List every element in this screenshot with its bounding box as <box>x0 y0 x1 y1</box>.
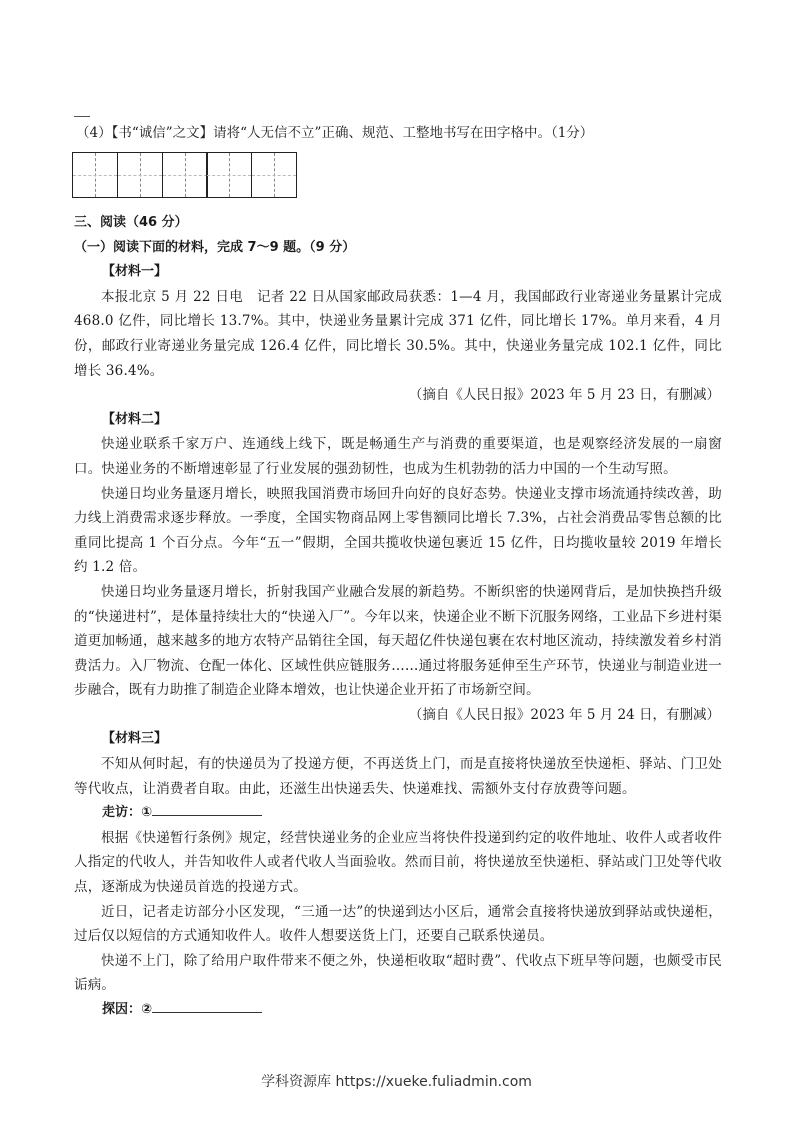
answer-blank-2[interactable] <box>152 998 262 1013</box>
material3-paragraph: 快递不上门，除了给用户取件带来不便之外，快递柜收取“超时费”、代收点下班早等问题，也颇受市民诟病。 <box>74 952 722 994</box>
material2-heading: 【材料二】 <box>102 411 168 427</box>
part-title: （一）阅读下面的材料，完成 7～9 题。（9 分） <box>74 239 356 255</box>
section-title: 三、阅读（46 分） <box>74 215 188 230</box>
material2-source: （摘自《人民日报》2023 年 5 月 24 日，有删减） <box>408 706 720 723</box>
material1-paragraph: 本报北京 5 月 22 日电 记者 22 日从国家邮政局获悉：1—4 月，我国邮政行业寄递业务量累计完成 468.0 亿件，同比增长 13.7%。其中，快递业务量累计完成 371 亿件，同比增长 17%。单月来看，4 月份，邮政行业寄递业务量完成 126.4 亿件，同比增长 30.5%。其中，快递业务量完成 102.1 亿件，同比增长 36.4%。 <box>74 288 722 379</box>
reading-section <box>74 211 722 1023</box>
visit-label: 走访：① <box>102 805 153 821</box>
cause-line <box>74 998 722 1023</box>
material1-source: （摘自《人民日报》2023 年 5 月 23 日，有删减） <box>408 387 720 404</box>
material3-heading: 【材料三】 <box>102 731 168 747</box>
grid-cell[interactable] <box>117 152 163 198</box>
divider <box>74 116 90 117</box>
footer-watermark: 学科资源库 https://xueke.fuliadmin.com <box>261 1074 532 1090</box>
tianzige-grid[interactable] <box>72 152 296 198</box>
grid-cell[interactable] <box>251 152 297 198</box>
material1-heading: 【材料一】 <box>102 264 168 280</box>
question-4: （4）【书“诚信”之文】请将“人无信不立”正确、规范、工整地书写在田字格中。（1分） <box>76 125 594 141</box>
grid-cell[interactable] <box>162 152 208 198</box>
material2-paragraph: 快递日均业务量逐月增长，映照我国消费市场回升向好的良好态势。快递业支撑市场流通持续改善，助力线上消费需求逐步释放。一季度，全国实物商品网上零售额同比增长 7.3%，占社会消费品零售总额的比重同比提高 1 个百分点。今年“五一”假期，全国共揽收快递包裹近 15 亿件，日均揽收量较 2019 年增长约 1.2 倍。 <box>74 485 722 576</box>
grid-cell[interactable] <box>206 152 252 198</box>
visit-line <box>74 801 722 826</box>
material3-intro: 不知从何时起，有的快递员为了投递方便，不再送货上门，而是直接将快递放至快递柜、驿站、门卫处等代收点，让消费者自取。由此，还滋生出快递丢失、快递难找、需额外支付存放费等问题。 <box>74 756 722 797</box>
answer-blank-1[interactable] <box>152 801 262 816</box>
material3-paragraph: 根据《快递暂行条例》规定，经营快递业务的企业应当将快件投递到约定的收件地址、收件人或者收件人指定的代收人，并告知收件人或者代收人当面验收。然而目前，将快递放至快递柜、驿站或门卫处等代收点，逐渐成为快递员首选的投递方式。 <box>74 829 722 896</box>
grid-cell[interactable] <box>72 152 118 198</box>
material3-paragraph: 近日，记者走访部分小区发现，“三通一达”的快递到达小区后，通常会直接将快递放到驿站或快递柜，过后仅以短信的方式通知收件人。收件人想要送货上门，还要自己联系快递员。 <box>74 903 722 945</box>
material2-paragraph: 快递日均业务量逐月增长，折射我国产业融合发展的新趋势。不断织密的快递网背后，是加快换挡升级的“快递进村”，是体量持续壮大的“快递入厂”。今年以来，快递企业不断下沉服务网络，工业品下乡进村渠道更加畅通，越来越多的地方农特产品销往全国，每天超亿件快递包裹在农村地区流动，持续激发着乡村消费活力。入厂物流、仓配一体化、区域性供应链服务……通过将服务延伸至生产环节，快递业与制造业进一步融合，既有力助推了制造企业降本增效，也让快递企业开拓了市场新空间。 <box>74 583 722 699</box>
material2-paragraph: 快递业联系千家万户、连通线上线下，既是畅通生产与消费的重要渠道，也是观察经济发展的一扇窗口。快递业务的不断增速彰显了行业发展的强劲韧性，也成为生机勃勃的活力中国的一个生动写照。 <box>74 436 722 477</box>
cause-label: 探因：② <box>102 1002 153 1017</box>
